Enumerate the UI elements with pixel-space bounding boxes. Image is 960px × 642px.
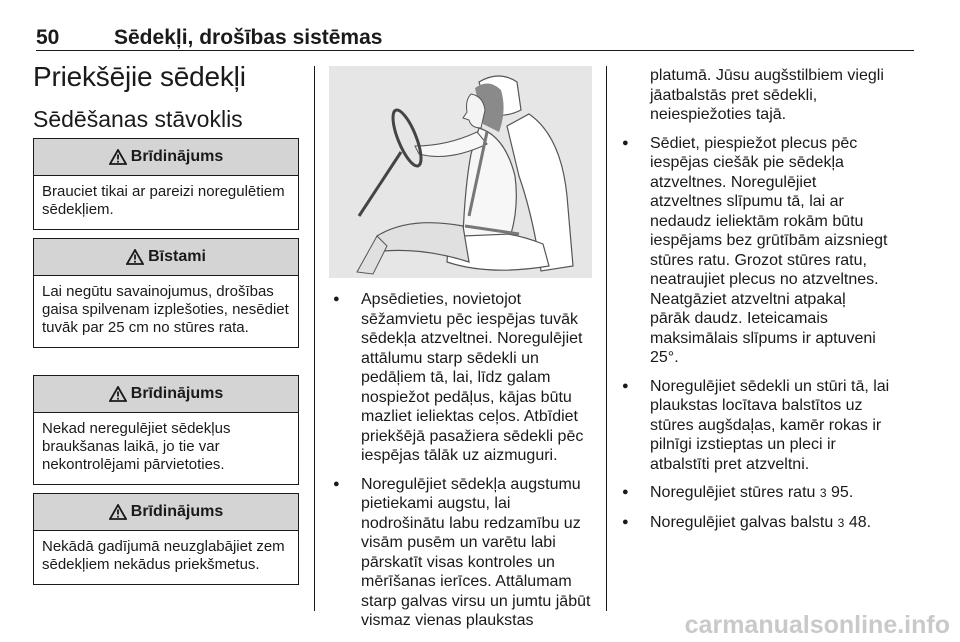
notice-header <box>34 376 298 413</box>
notice-text: Nekādā gadījumā neuzglabājiet zem sēdekļiem nekādus priekšmetus. <box>42 538 285 573</box>
page-number: 50 <box>36 26 60 49</box>
notice-label: Brīdinājums <box>130 148 224 165</box>
section-title: Priekšējie sēdekļi <box>33 61 246 92</box>
watermark: carmanualsonline.info <box>684 611 950 639</box>
page-ref-arrow-icon: 3 <box>819 486 827 500</box>
instruction-list <box>622 134 890 534</box>
warning-triangle-icon <box>109 149 127 165</box>
running-title: Sēdekļi, drošības sistēmas <box>114 26 383 49</box>
page-ref-link[interactable]: 48. <box>848 513 872 531</box>
notice-header <box>34 239 298 276</box>
notice-label: Brīdinājums <box>130 385 224 402</box>
list-item <box>622 483 890 504</box>
warning-notice <box>33 138 299 230</box>
column-divider <box>314 66 315 611</box>
notice-text: Brauciet tikai ar pareizi noregulētiem sēdekļiem. <box>42 183 285 218</box>
notice-header <box>34 139 298 176</box>
notice-text: Nekad neregulējiet sēdekļus braukšanas laikā, jo tie var nekontrolējami pārvietoties. <box>42 420 231 473</box>
section-subtitle: Sēdēšanas stāvoklis <box>33 106 243 132</box>
page-ref-arrow-icon: 3 <box>837 515 845 530</box>
seating-position-illustration <box>329 66 592 278</box>
list-item <box>622 513 890 534</box>
continued-text: platumā. Jūsu augšstilbiem viegli jāatbalstās pret sēdekli, neiespiežoties tajā. <box>650 67 884 123</box>
list-item-text: Noregulējiet stūres ratu <box>650 484 816 501</box>
notice-header <box>34 494 298 531</box>
warning-triangle-icon <box>109 504 127 520</box>
warning-notice <box>33 493 299 585</box>
list-item: ● Noregulējiet sēdekļa augstumu pietiekami augstu, lai nodrošinātu labu redzamību uz visām pusēm un varētu labi pārskatīt visas kontroles un mērīšanas ierīces. Attālumam starp galvas virsu un jumtu jābūt vismaz vienas plaukstas <box>333 475 595 631</box>
column-middle <box>333 290 595 640</box>
instruction-list <box>333 290 595 631</box>
warning-triangle-icon <box>109 386 127 402</box>
list-item: ● Noregulējiet sēdekli un stūri tā, lai plaukstas locītava balstītos uz stūres augšdaļas, kamēr rokas ir pilnīgi izstieptas un pleci ir atbalstīti pret atzveltni. <box>622 377 890 475</box>
list-item: ● Apsēdieties, novietojot sēžamvietu pēc iespējas tuvāk sēdekļa atzveltnei. Noregulējiet attālumu starp sēdekli un pedāļiem tā, lai, līdz galam nospiežot pedāļus, kājas būtu mazliet ieliektas ceļos. Atbīdiet priekšējā pasažiera sēdekli pēc iespējas tālāk uz aizmuguri. <box>333 290 595 466</box>
warning-notice <box>33 375 299 485</box>
list-item: ● Sēdiet, piespiežot plecus pēc iespējas ciešāk pie sēdekļa atzveltnes. Noregulējiet atzveltnes slīpumu tā, lai ar nedaudz ieliektām rokām būtu iespējams bez grūtībām aizsniegt stūres ratu. Grozot stūres ratu, neatraujiet plecus no atzveltnes. Neatgāziet atzveltni atpakaļ pārāk daudz. Ieteicamais maksimālais slīpums ir aptuveni 25°. <box>622 134 890 368</box>
notice-label: Brīdinājums <box>130 503 224 520</box>
column-right <box>622 66 890 542</box>
list-item-text: Noregulējiet galvas balstu <box>650 513 834 531</box>
notice-label: Bīstami <box>148 248 206 265</box>
column-left <box>33 60 299 573</box>
column-divider <box>606 66 607 611</box>
danger-notice <box>33 238 299 348</box>
warning-triangle-icon <box>126 249 144 265</box>
notice-text: Lai negūtu savainojumus, drošības gaisa spilvenam izplešoties, nesēdiet tuvāk par 25 cm no stūres rata. <box>42 283 289 336</box>
page-ref-link[interactable]: 95. <box>831 484 854 501</box>
running-header <box>36 24 914 51</box>
